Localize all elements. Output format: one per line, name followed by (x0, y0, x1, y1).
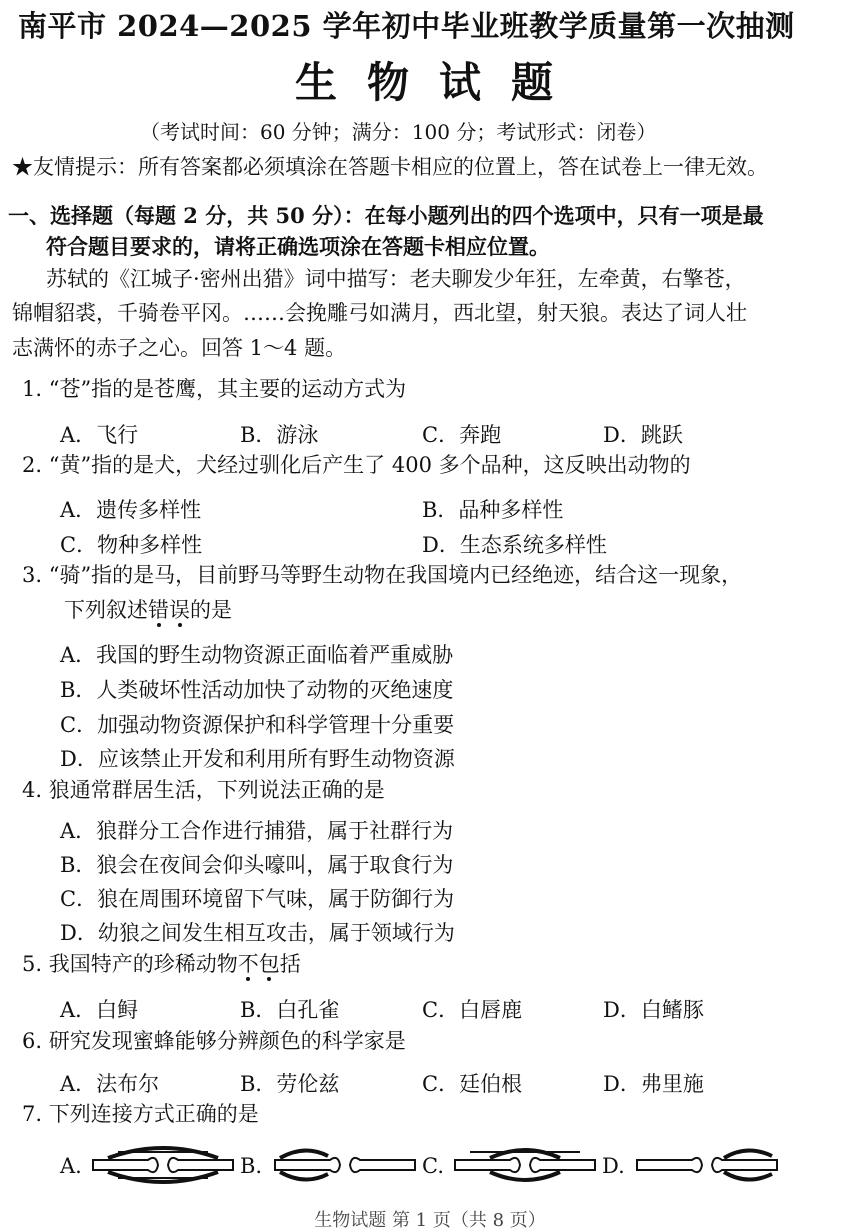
q5-option-d[interactable]: D．白鳍豚 (603, 998, 704, 1022)
question-3-stem: 3. “骑”指的是马，目前野马等野生动物在我国境内已经绝迹，结合这一现象， (22, 563, 743, 587)
q2-option-d[interactable]: D．生态系统多样性 (422, 533, 607, 557)
question-1-stem: 1. “苍”指的是苍鹰，其主要的运动方式为 (22, 377, 407, 401)
q3-emphasis-char: 错 (148, 598, 169, 622)
q6-option-d[interactable]: D．弗里施 (603, 1072, 704, 1096)
q5-option-c[interactable]: C．白唇鹿 (422, 998, 523, 1022)
q3-option-a[interactable]: A．我国的野生动物资源正面临着严重威胁 (60, 643, 454, 667)
q2-option-c[interactable]: C．物种多样性 (60, 533, 203, 557)
q5-stem-post: 括 (279, 952, 301, 976)
q4-option-a[interactable]: A．狼群分工合作进行捕猎，属于社群行为 (60, 819, 454, 843)
passage-line: 苏轼的《江城子·密州出猎》词中描写：老夫聊发少年狂，左牵黄，右擎苍， (46, 267, 746, 291)
q1-option-d[interactable]: D．跳跃 (603, 423, 683, 447)
section-heading-line2: 符合题目要求的，请将正确选项涂在答题卡相应位置。 (46, 234, 550, 259)
q7-option-d-joint-diagram[interactable] (632, 1140, 782, 1190)
q3-emphasis-char: 误 (169, 598, 190, 622)
q4-option-c[interactable]: C．狼在周围环境留下气味，属于防御行为 (60, 887, 455, 911)
q7-option-c-joint-diagram[interactable] (450, 1140, 600, 1190)
q3-option-d[interactable]: D．应该禁止开发和利用所有野生动物资源 (60, 747, 455, 771)
page-footer: 生物试题 第 1 页（共 8 页） (314, 1210, 546, 1231)
q7-option-c-label[interactable]: C. (422, 1154, 444, 1178)
q5-option-a[interactable]: A．白鲟 (60, 998, 139, 1022)
question-3-stem-line2 (64, 600, 232, 621)
q1-option-c[interactable]: C．奔跑 (422, 423, 502, 447)
q4-option-b[interactable]: B．狼会在夜间会仰头嚎叫，属于取食行为 (60, 853, 454, 877)
passage-line: 志满怀的赤子之心。回答 1～4 题。 (12, 336, 347, 360)
q7-option-b-label[interactable]: B. (240, 1154, 263, 1178)
q2-option-b[interactable]: B．品种多样性 (422, 498, 564, 522)
question-4-stem: 4. 狼通常群居生活，下列说法正确的是 (22, 778, 385, 802)
friendly-tip: ★友情提示：所有答案都必须填涂在答题卡相应的位置上，答在试卷上一律无效。 (12, 155, 768, 179)
q3-option-b[interactable]: B．人类破坏性活动加快了动物的灭绝速度 (60, 678, 454, 702)
q3-stem-post: 的是 (190, 598, 232, 622)
q3-stem-pre: 下列叙述 (64, 598, 148, 622)
q7-option-b-joint-diagram[interactable] (270, 1140, 420, 1190)
passage-line: 锦帽貂裘，千骑卷平冈。……会挽雕弓如满月，西北望，射天狼。表达了词人壮 (12, 301, 747, 325)
q7-options-row (52, 1140, 832, 1190)
q6-option-c[interactable]: C．廷伯根 (422, 1072, 523, 1096)
section-heading: 一、选择题（每题 2 分，共 50 分）：在每小题列出的四个选项中，只有一项是最 (8, 203, 764, 228)
question-5-stem (22, 954, 301, 975)
q1-option-a[interactable]: A．飞行 (60, 423, 139, 447)
exam-meta: （考试时间：60 分钟；满分：100 分；考试形式：闭卷） (140, 120, 657, 144)
question-2-stem: 2. “黄”指的是犬，犬经过驯化后产生了 400 多个品种，这反映出动物的 (22, 453, 691, 477)
q7-option-a-joint-diagram[interactable] (88, 1140, 238, 1190)
q1-option-b[interactable]: B．游泳 (240, 423, 319, 447)
q2-option-a[interactable]: A．遗传多样性 (60, 498, 202, 522)
q6-option-b[interactable]: B．劳伦兹 (240, 1072, 340, 1096)
q5-emphasis-char: 包 (258, 952, 280, 976)
question-6-stem: 6. 研究发现蜜蜂能够分辨颜色的科学家是 (22, 1029, 406, 1053)
q3-option-c[interactable]: C．加强动物资源保护和科学管理十分重要 (60, 713, 455, 737)
exam-title: 南平市 2024—2025 学年初中毕业班教学质量第一次抽测 (18, 9, 795, 43)
q5-stem-pre: 5. 我国特产的珍稀动物 (22, 952, 238, 976)
q5-option-b[interactable]: B．白孔雀 (240, 998, 340, 1022)
q5-emphasis-char: 不 (237, 952, 259, 976)
subject-title: 生物试题 (295, 58, 584, 107)
q6-option-a[interactable]: A．法布尔 (60, 1072, 160, 1096)
q7-option-d-label[interactable]: D. (602, 1154, 625, 1178)
question-7-stem: 7. 下列连接方式正确的是 (22, 1102, 259, 1126)
q7-option-a-label[interactable]: A. (60, 1154, 82, 1178)
q4-option-d[interactable]: D．幼狼之间发生相互攻击，属于领域行为 (60, 921, 455, 945)
